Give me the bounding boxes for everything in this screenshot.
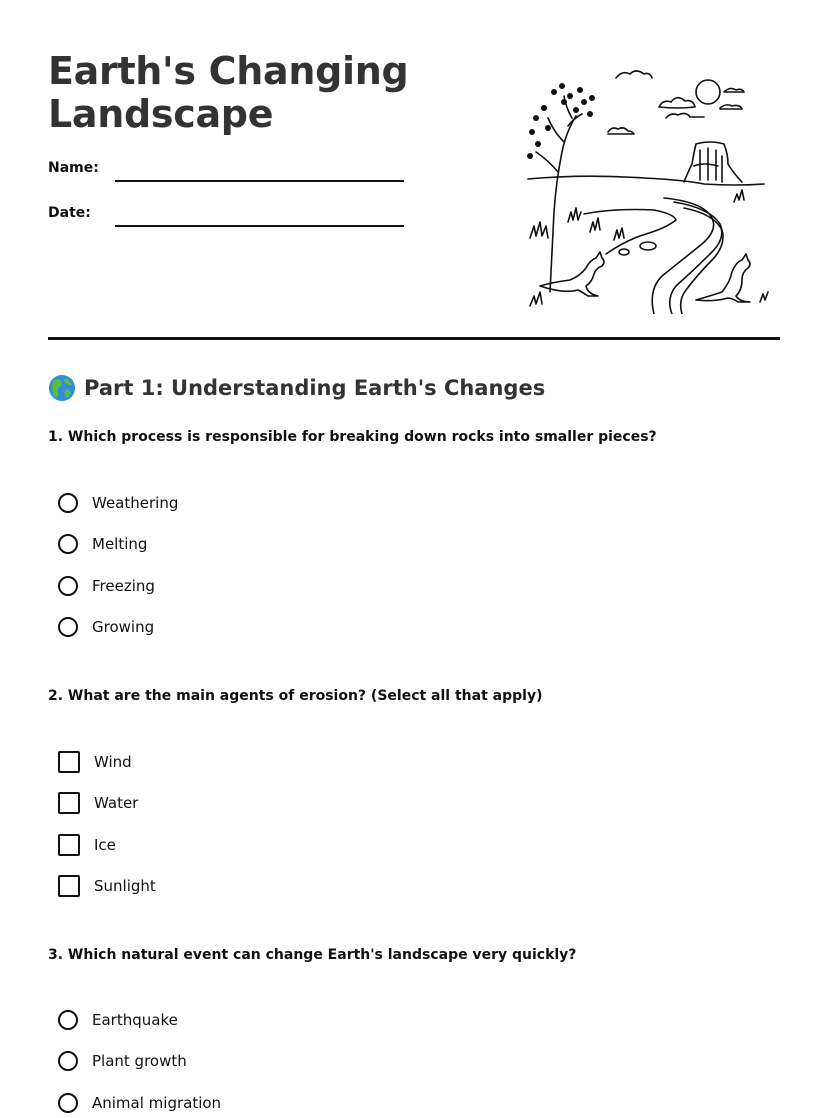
date-field[interactable] (48, 205, 408, 231)
globe-icon (48, 374, 76, 402)
radio-button[interactable] (58, 1051, 78, 1071)
radio-button[interactable] (58, 576, 78, 596)
name-label: Name: (48, 160, 99, 176)
part1-heading (48, 374, 545, 402)
question-1-option[interactable] (58, 615, 154, 639)
question-2-option[interactable] (58, 750, 132, 774)
option-label: Freezing (92, 577, 155, 595)
option-label: Water (94, 794, 139, 812)
option-label: Weathering (92, 494, 179, 512)
name-field[interactable] (48, 160, 408, 186)
question-1-option[interactable] (58, 532, 147, 556)
checkbox[interactable] (58, 792, 80, 814)
option-label: Earthquake (92, 1011, 178, 1029)
radio-button[interactable] (58, 617, 78, 637)
part1-title: Part 1: Understanding Earth's Changes (84, 376, 546, 400)
option-label: Wind (94, 753, 132, 771)
question-3-option[interactable] (58, 1008, 178, 1032)
option-label: Melting (92, 535, 148, 553)
question-3-text: 3. Which natural event can change Earth's landscape very quickly? (48, 947, 577, 963)
date-label: Date: (48, 205, 91, 221)
worksheet-title: Earth's Changing Landscape (48, 49, 409, 136)
option-label: Growing (92, 618, 155, 636)
question-2-option[interactable] (58, 874, 156, 898)
radio-button[interactable] (58, 1010, 78, 1030)
radio-button[interactable] (58, 534, 78, 554)
radio-button[interactable] (58, 493, 78, 513)
question-1-option[interactable] (58, 491, 178, 515)
question-3-option[interactable] (58, 1049, 187, 1073)
checkbox[interactable] (58, 875, 80, 897)
landscape-illustration-icon (524, 62, 770, 314)
radio-button[interactable] (58, 1093, 78, 1113)
checkbox[interactable] (58, 751, 80, 773)
option-label: Animal migration (92, 1094, 222, 1112)
date-line[interactable] (115, 225, 404, 227)
question-3-option[interactable] (58, 1091, 221, 1115)
option-label: Ice (94, 836, 116, 854)
option-label: Plant growth (92, 1052, 187, 1070)
name-line[interactable] (115, 180, 404, 182)
question-1-option[interactable] (58, 574, 155, 598)
question-2-option[interactable] (58, 791, 138, 815)
question-2-text: 2. What are the main agents of erosion? (Select all that apply) (48, 688, 543, 704)
question-2-option[interactable] (58, 833, 116, 857)
option-label: Sunlight (94, 877, 156, 895)
header-divider (48, 337, 780, 340)
checkbox[interactable] (58, 834, 80, 856)
question-1-text: 1. Which process is responsible for breaking down rocks into smaller pieces? (48, 429, 657, 445)
